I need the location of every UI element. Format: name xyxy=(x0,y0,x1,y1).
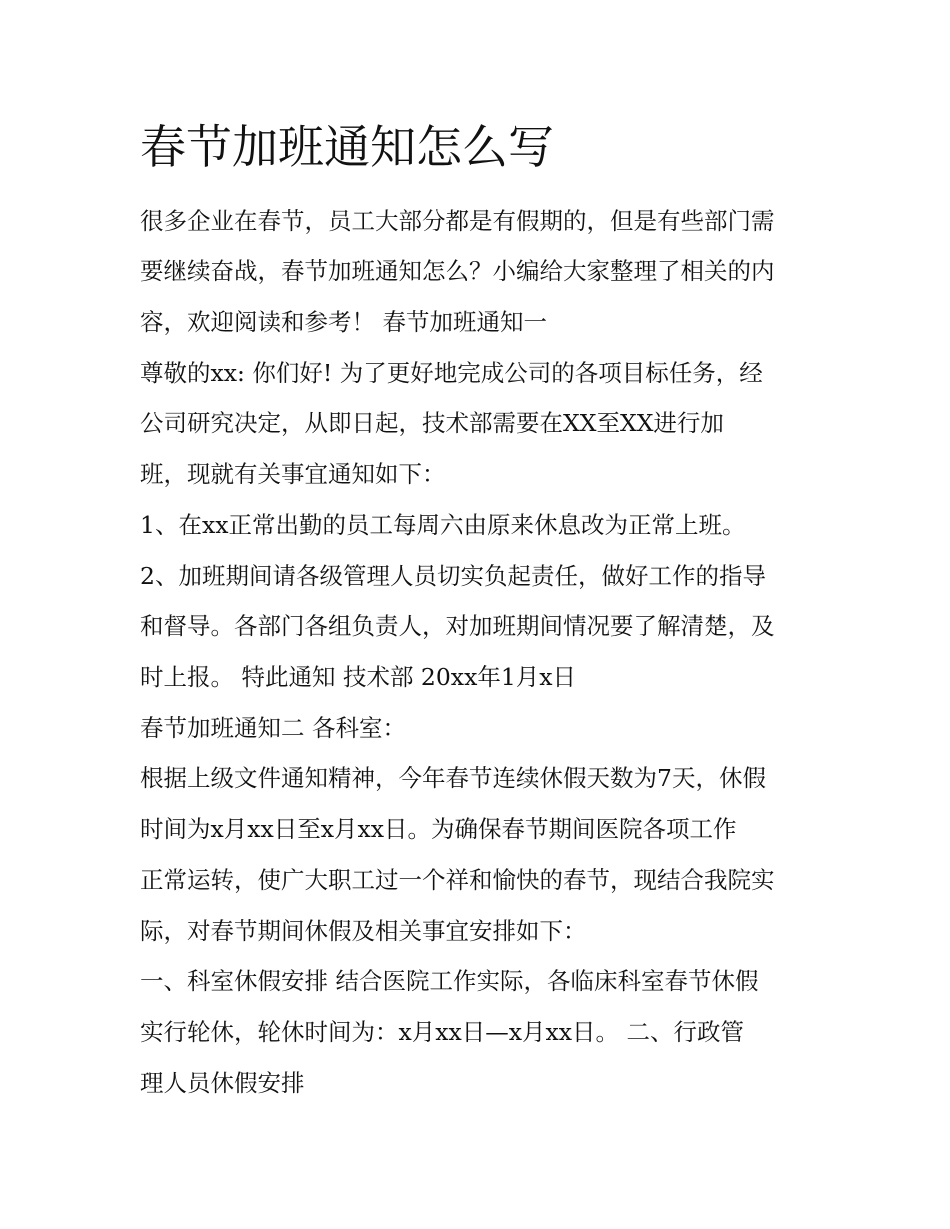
body-line: 根据上级文件通知精神，今年春节连续休假天数为7天，休假 xyxy=(140,764,766,792)
body-line: 时上报。 特此通知 技术部 20xx年1月x日 xyxy=(140,663,577,691)
body-line: 春节加班通知二 各科室： xyxy=(140,714,406,742)
body-line: 容，欢迎阅读和参考！ 春节加班通知一 xyxy=(140,308,547,336)
body-line: 际，对春节期间休假及相关事宜安排如下： xyxy=(140,917,587,945)
body-line: 实行轮休，轮休时间为：x月xx日—x月xx日。 二、行政管 xyxy=(140,1018,744,1046)
body-line: 1、在xx正常出勤的员工每周六由原来休息改为正常上班。 xyxy=(140,511,746,539)
body-line: 很多企业在春节，员工大部分都是有假期的，但是有些部门需 xyxy=(140,207,775,235)
body-line: 班，现就有关事宜通知如下： xyxy=(140,460,446,488)
body-line: 尊敬的xx: 你们好! 为了更好地完成公司的各项目标任务，经 xyxy=(140,359,763,387)
body-line: 正常运转，使广大职工过一个祥和愉快的春节，现结合我院实 xyxy=(140,866,775,894)
body-line: 2、加班期间请各级管理人员切实负起责任，做好工作的指导 xyxy=(140,562,766,590)
body-line: 时间为x月xx日至x月xx日。为确保春节期间医院各项工作 xyxy=(140,815,737,843)
body-line: 要继续奋战，春节加班通知怎么？小编给大家整理了相关的内 xyxy=(140,257,775,285)
body-line: 和督导。各部门各组负责人，对加班期间情况要了解清楚，及 xyxy=(140,612,775,640)
body-line: 一、科室休假安排 结合医院工作实际，各临床科室春节休假 xyxy=(140,967,759,995)
body-line: 理人员休假安排 xyxy=(140,1069,305,1097)
document-title: 春节加班通知怎么写 xyxy=(140,120,554,174)
body-line: 公司研究决定，从即日起，技术部需要在XX至XX进行加 xyxy=(140,409,724,437)
